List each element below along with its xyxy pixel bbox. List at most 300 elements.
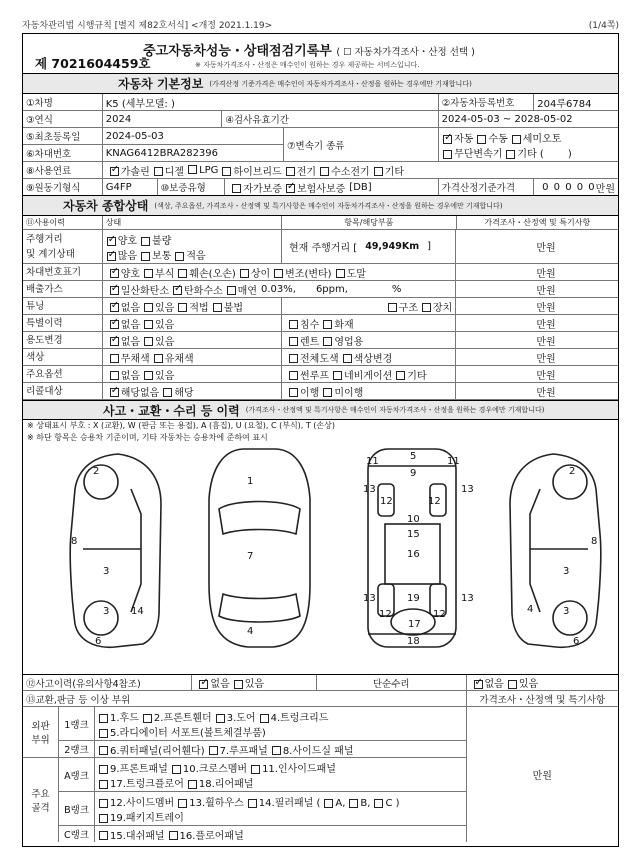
price-unit: 만원 [595,183,615,195]
mileage-level-option[interactable] [137,251,171,262]
usage-option-label: 있음 [155,336,175,348]
under-part-number: 12 [433,609,446,620]
vin-mark-option-label: 도말 [346,268,366,280]
emission-checkbox[interactable] [173,286,182,295]
under-part-number: 13 [363,593,376,604]
emission-checkbox[interactable] [227,286,236,295]
simple-repair-option[interactable] [470,675,504,690]
under-part-number: 12 [428,496,441,507]
recall-option[interactable] [159,384,193,399]
rankB-part-option[interactable] [95,798,174,809]
fuel-option[interactable] [282,163,316,178]
recall-options [103,383,282,399]
usage-price: 만원 [536,336,556,348]
rank2-part-option[interactable] [205,742,268,757]
rank2-part-option[interactable] [95,742,205,757]
transmission-option[interactable] [502,149,543,160]
transmission-checkbox[interactable] [506,150,515,159]
accident-option[interactable] [195,675,229,690]
rankC-part-option[interactable] [95,827,165,842]
tuning-option[interactable] [106,299,140,314]
rankB-part-checkbox[interactable] [324,799,333,808]
warranty-option[interactable] [282,180,345,195]
tuning-checkbox[interactable] [110,303,119,312]
color-detail-checkbox[interactable] [289,354,298,363]
rankC-options [95,826,466,842]
accident-checkbox[interactable] [234,680,243,689]
mileage-state-option[interactable] [137,236,171,247]
status-note: (색상, 주요옵션, 가격조사・산정액 및 특기사항은 매수인이 자동차가격조사・산정을 원하는 경우에만 기재합니다) [154,201,503,210]
under-part-number: 13 [363,484,376,495]
top-part-number: 4 [247,626,254,637]
simple-repair-option-label: 있음 [518,679,539,690]
fuel-checkbox[interactable] [320,167,329,176]
rankA-part-checkbox[interactable] [172,765,181,774]
mileage-level-checkbox[interactable] [175,252,184,261]
emission-checkbox[interactable] [110,286,119,295]
fuel-option-label: 하이브리드 [233,166,282,178]
warranty-option[interactable] [228,180,282,195]
tuning-checkbox[interactable] [144,303,153,312]
vin-label: ⑥차대번호 [23,145,103,161]
mileage-state-checkbox[interactable] [141,237,150,246]
warranty-db: [DB] [349,181,372,193]
usage-checkbox[interactable] [110,337,119,346]
color-checkbox[interactable] [154,354,163,363]
rank1-part-option[interactable] [212,713,256,724]
option-detail-option[interactable] [285,367,329,382]
rank2-options [95,741,466,757]
basic-info-heading [23,74,618,94]
transmission-option[interactable] [439,134,473,145]
mileage-level-option[interactable] [171,251,205,262]
under-part-number: 19 [407,593,420,604]
special-detail-option-label: 화재 [334,319,354,331]
mileage-value: 49,949Km [365,241,420,252]
usage-detail-option[interactable] [285,333,319,348]
color-option-label: 유채색 [164,353,194,365]
scope-legend: ※ 하단 항목은 승용차 기준이며, 기타 자동차는 승용차에 준하여 표시 [27,433,268,442]
parts-header-row [23,691,618,707]
recall-detail-checkbox[interactable] [289,388,298,397]
tuning-option-label: 적법 [189,302,209,314]
mileage-state-option-label: 불량 [152,236,172,247]
emission-option[interactable] [106,282,169,297]
rankB-part-checkbox[interactable] [99,799,108,808]
emission-option[interactable] [223,282,257,297]
rank2-part-option-label: 6.쿼터패널(리어휀다) [110,745,205,757]
mileage-close: ] [427,241,432,252]
price-survey-option[interactable]: ( ☐ 자동차가격조사・산정 선택 ) [336,47,475,58]
tuning-option[interactable] [209,299,243,314]
rankB-part-option[interactable] [345,798,370,809]
rankB-part-option[interactable] [174,798,244,809]
left-part-number: 8 [71,536,78,547]
transmission-option[interactable] [473,134,507,145]
vin-value: KNAG6412BRA282396 [105,147,219,159]
fuel-option[interactable] [150,163,184,178]
accident-row [23,675,618,691]
rankA-part-checkbox[interactable] [188,780,197,789]
emission-option-label: 탄화수소 [184,285,223,297]
option-price: 만원 [536,370,556,382]
vin-mark-option-label: 부식 [155,268,175,280]
vin-mark-option-label: 상이 [250,268,271,280]
tuning-detail-option[interactable] [384,299,418,314]
color-checkbox[interactable] [110,354,119,363]
recall-detail [282,383,456,399]
vin-mark-option-label: 변조(변타) [285,268,332,280]
tuning-detail-checkbox[interactable] [422,303,431,312]
fuel-option[interactable] [184,165,218,176]
rank2-part-option-label: 8.사이드실 패널 [282,745,354,757]
rankA-part-option[interactable] [184,779,254,790]
under-part-number: 11 [366,456,379,467]
tuning-option[interactable] [174,299,208,314]
mileage-state-checkbox[interactable] [107,237,116,246]
option-option[interactable] [106,367,140,382]
rankA-part-option[interactable] [247,764,336,775]
special-option[interactable] [106,316,140,331]
vin-mark-checkbox[interactable] [110,269,119,278]
mileage-row [23,230,618,264]
tuning-option-label: 불법 [223,302,244,314]
transmission-option[interactable] [508,134,562,145]
fuel-option[interactable] [218,163,281,178]
engine-label: ⑨원동기형식 [23,179,103,195]
fuel-option[interactable] [316,163,370,178]
tuning-detail-option-label: 장치 [432,302,453,314]
form-number: 제 7021604459호 [35,56,151,71]
mileage-state-option[interactable] [103,236,137,247]
mileage-level-option-label: 보통 [152,251,172,262]
top-part-number: 1 [247,476,254,487]
rankC-part-checkbox[interactable] [99,831,108,840]
rankA-part-option-label: 17.트렁크플로어 [110,779,184,790]
special-option-label: 없음 [120,319,141,331]
option-detail-checkbox[interactable] [396,371,405,380]
accident-checkbox[interactable] [199,680,208,689]
first-reg-value: 2024-05-03 [105,130,164,142]
mileage-level-option-label: 적음 [186,251,206,262]
recall-checkbox[interactable] [163,388,172,397]
rankB-part-option[interactable] [370,798,399,809]
usage-option[interactable] [106,333,140,348]
tuning-checkbox[interactable] [213,303,222,312]
rankB-part-checkbox[interactable] [248,799,257,808]
usage-checkbox[interactable] [144,337,153,346]
rankB-part-option[interactable] [95,813,184,824]
recall-detail-option[interactable] [319,384,363,399]
emission-option[interactable] [169,282,223,297]
rank1-part-option[interactable] [256,713,329,724]
special-option-label: 있음 [155,319,175,331]
option-detail [282,366,456,382]
car-name-value: K5 (세부모델: ) [103,94,439,110]
color-detail-option-label: 전체도색 [300,353,339,365]
transmission-checkbox[interactable] [443,150,452,159]
emission-label: 배출가스 [23,281,103,297]
tuning-checkbox[interactable] [178,303,187,312]
inspection-form [22,33,619,847]
special-detail-option-label: 침수 [300,319,320,331]
usage-detail-option-label: 영업용 [334,336,364,348]
emission-hc-value: 6ppm, [315,283,348,295]
special-row [23,315,618,332]
emission-co-value: 0.03%, [260,283,296,295]
rankA-part-checkbox[interactable] [251,765,260,774]
recall-row [23,383,618,400]
rank2-part-checkbox[interactable] [272,746,281,755]
color-detail-option[interactable] [339,350,393,365]
left-part-number: 6 [95,636,102,647]
transmission-checkbox[interactable] [443,135,452,144]
fuel-checkbox[interactable] [110,167,119,176]
top-view-windshield [219,502,300,535]
outer-group [23,707,466,758]
left-side-window [131,489,141,612]
under-part-number: 11 [447,456,460,467]
color-option-label: 무채색 [120,353,150,365]
option-detail-checkbox[interactable] [333,371,342,380]
color-detail-option[interactable] [285,350,339,365]
vin-mark-option[interactable] [174,265,235,280]
rankC-part-checkbox[interactable] [169,831,178,840]
rankB-part-checkbox[interactable] [178,799,187,808]
transmission-option[interactable] [439,149,502,160]
status-title: 자동차 종합상태 [63,199,149,213]
rank2-part-option-label: 7.루프패널 [219,745,268,757]
vin-mark-option[interactable] [332,265,366,280]
accident-option[interactable] [230,675,264,690]
tuning-detail-checkbox[interactable] [388,303,397,312]
fuel-checkbox[interactable] [286,167,295,176]
rankC-label: C랭크 [59,826,95,842]
transmission-checkbox[interactable] [477,135,486,144]
special-checkbox[interactable] [110,320,119,329]
rank1-part-checkbox[interactable] [143,714,152,723]
option-detail-checkbox[interactable] [289,371,298,380]
recall-checkbox[interactable] [110,388,119,397]
right-part-number: 3 [563,606,570,617]
fuel-option[interactable] [106,163,150,178]
usage-row [23,332,618,349]
option-options [103,366,282,382]
option-option-label: 있음 [155,370,175,382]
usage-detail-checkbox[interactable] [323,337,332,346]
tuning-label: 튜닝 [23,298,103,314]
right-side-window [530,489,540,612]
special-detail-checkbox[interactable] [323,320,332,329]
simple-repair-checkbox[interactable] [474,680,483,689]
recall-detail-checkbox[interactable] [323,388,332,397]
special-detail-checkbox[interactable] [289,320,298,329]
outer-label: 외판 부위 [23,707,59,757]
mileage-label: 주행거리 및 계기상태 [23,230,103,263]
right-part-number: 6 [573,636,580,647]
mileage-level-option[interactable] [103,251,137,262]
recall-price: 만원 [536,387,556,399]
rankB-part-option-label: 14.필러패널 ( [258,798,321,809]
option-checkbox[interactable] [144,371,153,380]
recall-option-label: 해당없음 [120,387,160,399]
special-checkbox[interactable] [144,320,153,329]
vin-mark-option[interactable] [140,265,174,280]
transmission-options [439,128,618,161]
tuning-detail-option[interactable] [418,299,452,314]
usage-detail-checkbox[interactable] [289,337,298,346]
accident-title: 사고・교환・수리 등 이력 [103,403,240,418]
parts-price-unit: 만원 [532,771,552,782]
parts-table [23,707,618,842]
fuel-checkbox[interactable] [374,167,383,176]
right-part-number: 8 [591,536,598,547]
accident-label: ⑫사고이력(유의사항4참조) [23,675,192,690]
warranty-checkbox[interactable] [232,184,241,193]
year-value: 2024 [103,111,223,127]
warranty-checkbox[interactable] [286,184,295,193]
simple-repair-checkbox[interactable] [508,680,517,689]
left-front-wheel [84,465,118,499]
rankC-part-option-label: 15.대쉬패널 [110,830,165,842]
option-option-label: 없음 [120,370,141,382]
right-part-number: 2 [569,466,576,477]
mileage-level-checkbox[interactable] [107,252,116,261]
tuning-price: 만원 [536,302,556,314]
usage-detail-option[interactable] [319,333,363,348]
rankB-part-option-label: A, [335,798,346,809]
special-detail-option[interactable] [319,316,353,331]
rankA-part-option-label: 18.리어패널 [198,779,254,790]
simple-repair-option[interactable] [504,675,538,690]
special-option[interactable] [140,316,174,331]
left-part-number: 2 [93,466,100,477]
color-option[interactable] [106,350,150,365]
tuning-option[interactable] [140,299,174,314]
vin-mark-checkbox[interactable] [178,269,187,278]
rankB-part-checkbox[interactable] [349,799,358,808]
transmission-option-label: 수동 [488,134,508,145]
vin-mark-option-label: 훼손(오손) [189,268,236,280]
frame-group [23,758,466,842]
vin-mark-checkbox[interactable] [144,269,153,278]
fuel-option-label: 디젤 [164,166,185,178]
rank1-part-option-label: 5.라디에이터 서포트(볼트체결부품) [110,728,266,739]
under-part-number: 15 [407,529,420,540]
fuel-checkbox[interactable] [188,165,197,174]
form-title-block [23,34,618,74]
simple-repair-options [467,675,618,690]
under-part-number: 13 [461,593,474,604]
special-detail-option[interactable] [285,316,319,331]
color-options [103,349,282,365]
vin-mark-option[interactable] [270,265,331,280]
option-option[interactable] [140,367,174,382]
option-detail-option-label: 썬루프 [300,370,329,382]
vin-mark-label: 차대번호표기 [23,264,103,280]
rank1-part-checkbox[interactable] [99,714,108,723]
mileage-price: 만원 [536,243,556,254]
vin-mark-option[interactable] [236,265,270,280]
option-detail-option-label: 기타 [407,370,427,382]
rankA-part-checkbox[interactable] [99,765,108,774]
parts-label: ⑬교환,판금 등 이상 부위 [23,691,467,706]
recall-label: 리콜대상 [23,383,103,399]
rank1-part-option[interactable] [95,713,139,724]
rank2-part-checkbox[interactable] [99,746,108,755]
rank2-part-checkbox[interactable] [209,746,218,755]
vin-mark-option[interactable] [106,265,140,280]
fuel-checkbox[interactable] [222,167,231,176]
rank1-part-option-label: 2.프론트휀더 [153,713,212,724]
rankC-part-option[interactable] [165,827,244,842]
option-detail-option[interactable] [329,367,392,382]
rank1-part-checkbox[interactable] [260,714,269,723]
warranty-label: ⑩보증유형 [158,179,226,195]
color-option[interactable] [150,350,194,365]
special-detail [282,315,456,331]
recall-option[interactable] [106,384,160,399]
rankA-part-option[interactable] [168,764,247,775]
rank1-part-option[interactable] [139,713,212,724]
under-part-number: 16 [407,549,420,560]
rankA-part-option[interactable] [95,779,184,790]
simple-repair-option-label: 없음 [484,679,504,690]
rankB-part-checkbox[interactable] [374,799,383,808]
car-name-label: ①차명 [23,94,103,110]
top-view-rear-glass [219,594,300,622]
mileage-detail [282,230,456,263]
usage-option[interactable] [140,333,174,348]
mileage-state-option-label: 양호 [117,236,138,247]
rankA-part-option[interactable] [95,764,168,775]
rankA-label: A랭크 [59,758,95,791]
option-detail-option[interactable] [392,367,426,382]
special-options [103,315,282,331]
rank1-part-option[interactable] [95,728,266,739]
car-diagram [23,444,618,675]
vin-mark-checkbox[interactable] [336,269,345,278]
rankB-part-checkbox[interactable] [99,814,108,823]
price-label: 가격산정기준가격 [439,179,535,195]
fuel-checkbox[interactable] [154,167,163,176]
first-reg-label: ⑤최초등록일 [23,128,103,144]
rankB-part-option[interactable] [244,798,321,809]
vin-mark-checkbox[interactable] [240,269,249,278]
mileage-text: 현재 주행거리 [ [288,243,358,254]
recall-detail-option[interactable] [285,384,319,399]
form-title [143,40,475,59]
mileage-level-checkbox[interactable] [141,252,150,261]
rank2-part-option[interactable] [268,742,354,757]
transmission-checkbox[interactable] [512,135,521,144]
color-detail-option-label: 색상변경 [353,353,393,365]
fuel-option-label: 가솔린 [120,166,150,178]
basic-info-note: (가격산정 기준가격은 매수인이 자동차가격조사・산정을 원하는 경우에만 기재합니다) [209,79,472,88]
rank1-part-checkbox[interactable] [99,729,108,738]
rankB-part-option[interactable] [320,798,345,809]
option-checkbox[interactable] [110,371,119,380]
rankA-part-option-label: 9.프론트패널 [110,764,168,775]
rank1-label: 1랭크 [59,707,95,740]
rankA-part-checkbox[interactable] [99,780,108,789]
accident-option-label: 있음 [244,679,265,690]
vin-mark-option-label: 양호 [120,268,141,280]
vin-mark-checkbox[interactable] [274,269,283,278]
fuel-option[interactable] [370,163,404,178]
rank1-part-checkbox[interactable] [216,714,225,723]
color-detail-checkbox[interactable] [343,354,352,363]
